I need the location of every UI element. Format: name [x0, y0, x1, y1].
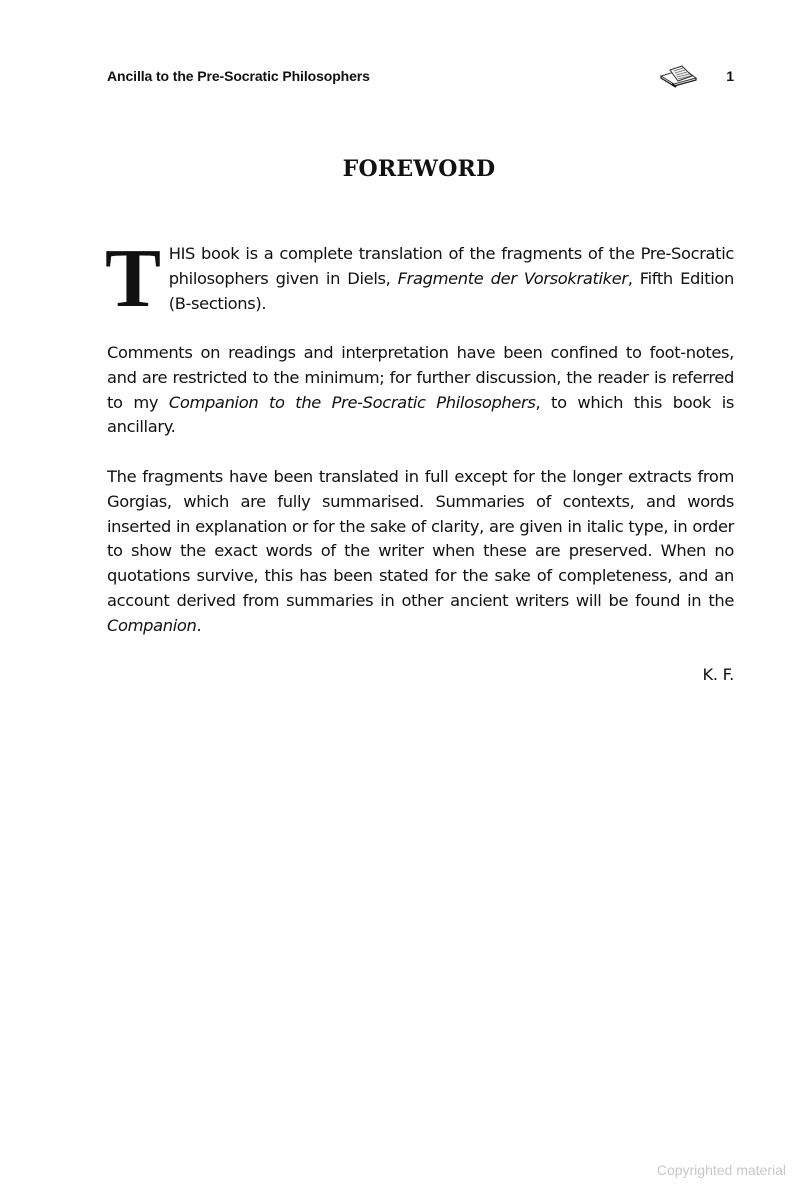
- author-initials: K. F.: [702, 665, 734, 684]
- paragraph-text: , Fifth Edition (B-sections).: [168, 268, 734, 313]
- paragraph-text: , to which this book is ancillary.: [107, 392, 734, 437]
- running-header: [107, 66, 734, 88]
- italic-title: Companion: [107, 615, 197, 635]
- paragraph-text: HIS book is a complete translation of the fragments of the Pre-Socratic philosophers given in Diels,: [168, 244, 734, 288]
- chapter-heading: FOREWORD: [342, 156, 496, 182]
- drop-cap: T: [105, 232, 161, 325]
- copyright-watermark: Copyrighted material: [656, 1162, 786, 1178]
- paragraph-1: [105, 232, 734, 325]
- paragraph-2: [107, 341, 734, 440]
- italic-title: Companion to the Pre-Socratic Philosophers: [168, 392, 536, 412]
- open-book-icon: [658, 64, 702, 90]
- paragraph-text: The fragments have been translated in full except for the longer extracts from Gorgias, which are fully summarised. Summaries of contexts, and words inserted in explanation or for the sake of clarity, are given in italic type, in order to show the exact words of the writer when these are preserved. When no quotations survive, this has been stated for the sake of completeness, and an account derived from summaries in other ancient writers will be found in the: [107, 467, 734, 610]
- running-title: Ancilla to the Pre-Socratic Philosophers: [107, 68, 370, 84]
- page-number: 1: [726, 68, 734, 84]
- paragraph-3: [107, 465, 734, 639]
- paragraph-text: .: [196, 615, 202, 635]
- paragraph-text: Comments on readings and interpretation have been confined to foot-notes, and are restricted to the minimum; for further discussion, the reader is referred to my: [107, 343, 734, 412]
- italic-title: Fragmente der Vorsokratiker: [397, 268, 628, 288]
